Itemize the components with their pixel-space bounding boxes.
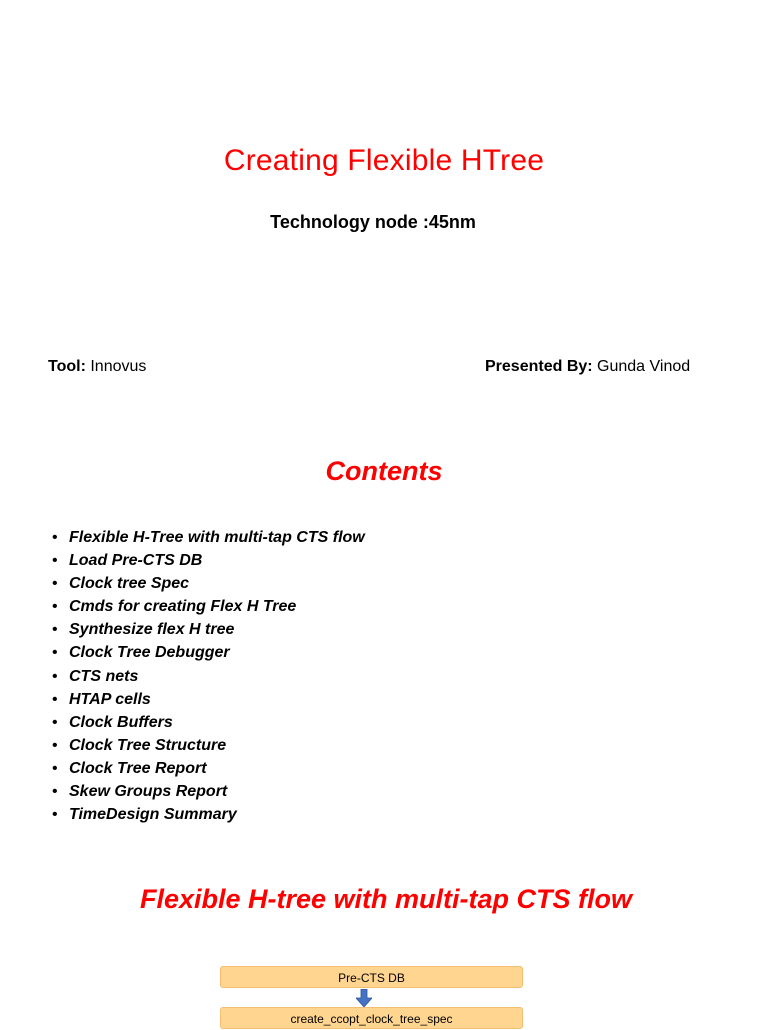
contents-heading: Contents: [325, 456, 443, 486]
bullet: •: [52, 667, 58, 685]
contents-item-label: Load Pre-CTS DB: [69, 552, 203, 570]
bullet: •: [52, 690, 58, 708]
contents-item-label: CTS nets: [69, 667, 139, 685]
contents-list: [52, 528, 365, 828]
contents-item-label: Flexible H-Tree with multi-tap CTS flow: [69, 529, 365, 546]
tool-line: [48, 358, 146, 376]
contents-item-label: HTAP cells: [69, 690, 151, 708]
contents-item: [52, 736, 365, 759]
contents-item: [52, 782, 365, 805]
contents-item: [52, 759, 365, 782]
tool-value: Innovus: [85, 358, 147, 375]
contents-item: [52, 713, 365, 736]
presented-label: Presented By:: [485, 358, 593, 375]
contents-item-label: Cmds for creating Flex H Tree: [69, 598, 297, 616]
contents-item: [52, 574, 365, 597]
contents-item-label: Clock Buffers: [69, 713, 173, 731]
down-arrow-icon: [356, 989, 372, 1007]
contents-item: [52, 690, 365, 713]
bullet: •: [52, 713, 58, 731]
contents-item-label: Clock Tree Report: [69, 759, 207, 777]
contents-item-label: Clock Tree Structure: [69, 736, 227, 754]
bullet: •: [52, 552, 58, 570]
bullet: •: [52, 736, 58, 754]
contents-item: [52, 620, 365, 643]
contents-item-label: Skew Groups Report: [69, 783, 228, 801]
bullet: •: [52, 759, 58, 777]
bullet: •: [52, 806, 58, 824]
contents-item-label: Synthesize flex H tree: [69, 621, 235, 639]
contents-item: [52, 805, 365, 828]
presenter-name: Gunda Vinod: [592, 358, 691, 375]
contents-item: [52, 597, 365, 620]
bullet: •: [52, 598, 58, 616]
contents-item-label: Clock Tree Debugger: [69, 644, 230, 662]
bullet: •: [52, 783, 58, 801]
contents-item: [52, 667, 365, 690]
flow-step-create-spec: create_ccopt_clock_tree_spec: [220, 1007, 523, 1029]
flow-heading: Flexible H-tree with multi-tap CTS flow: [139, 884, 633, 914]
bullet: •: [52, 644, 58, 662]
presenter-line: [485, 358, 690, 376]
flow-step-pre-cts-db: Pre-CTS DB: [220, 966, 523, 988]
bullet: •: [52, 575, 58, 593]
page-title: Creating Flexible HTree: [223, 144, 545, 177]
technology-node: Technology node :45nm: [270, 212, 476, 232]
bullet: •: [52, 529, 58, 546]
bullet: •: [52, 621, 58, 639]
contents-item-label: Clock tree Spec: [69, 575, 190, 593]
contents-item-label: TimeDesign Summary: [69, 806, 237, 824]
tool-label: Tool:: [48, 358, 86, 375]
contents-item: [52, 528, 365, 551]
contents-item: [52, 551, 365, 574]
contents-item: [52, 643, 365, 666]
